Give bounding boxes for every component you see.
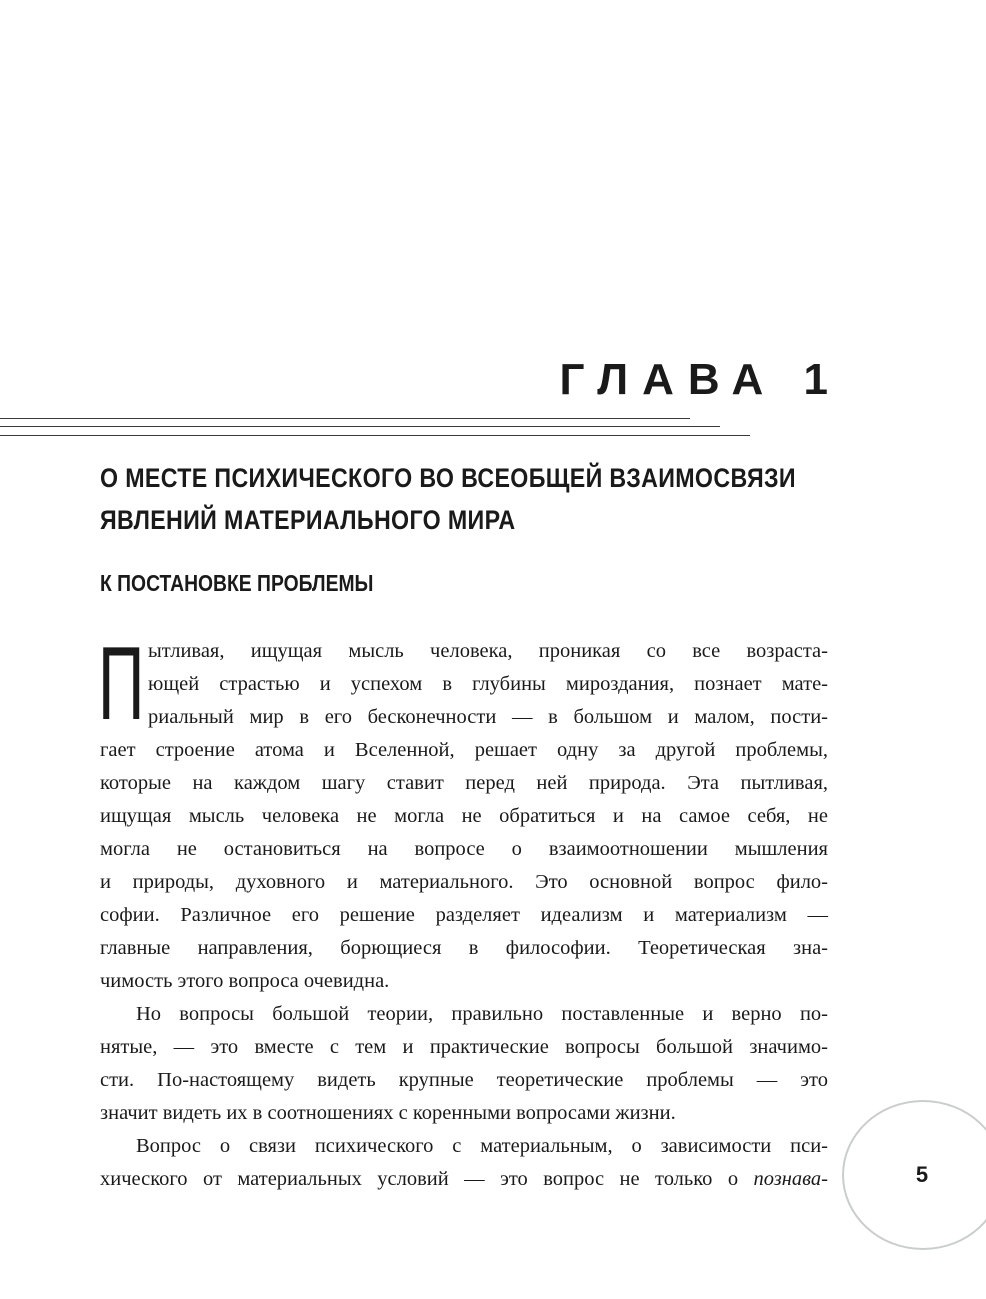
chapter-title-line-1: О МЕСТЕ ПСИХИЧЕСКОГО ВО ВСЕОБЩЕЙ ВЗАИМОСВЯЗИ [100, 463, 796, 493]
body-line: ытливая, ищущая мысль человека, проникая со все возраста- [148, 640, 828, 662]
body-line: гает строение атома и Вселенной, решает одну за другой проблемы, [100, 739, 828, 761]
body-line-last [100, 1163, 828, 1196]
body-line: ющей страстью и успехом в глубины мироздания, познает мате- [148, 673, 828, 695]
chapter-title-line-2: ЯВЛЕНИЙ МАТЕРИАЛЬНОГО МИРА [100, 505, 516, 535]
decorative-rule-3 [0, 435, 750, 436]
body-line: софии. Различное его решение разделяет идеализм и материализм — [100, 904, 828, 926]
body-line: значит видеть их в соотношениях с коренными вопросами жизни. [100, 1102, 676, 1124]
chapter-title [100, 457, 796, 541]
body-line-text: хического от материальных условий — это вопрос не только о [100, 1168, 754, 1190]
chapter-label: ГЛАВА 1 [559, 355, 842, 404]
body-line: Вопрос о связи психического с материальным, о зависимости пси- [136, 1135, 828, 1157]
body-line: главные направления, борющиеся в философии. Теоретическая зна- [100, 937, 828, 959]
italic-word: познава- [753, 1168, 828, 1190]
body-line: ищущая мысль человека не могла не обратиться и на самое себя, не [100, 805, 828, 827]
body-line: риальный мир в его бесконечности — в большом и малом, пости- [148, 706, 828, 728]
body-line: сти. По-настоящему видеть крупные теоретические проблемы — это [100, 1069, 828, 1091]
body-line: могла не остановиться на вопросе о взаимоотношении мышления [100, 838, 828, 860]
section-title: К ПОСТАНОВКЕ ПРОБЛЕМЫ [100, 570, 374, 596]
drop-cap: П [98, 626, 145, 742]
body-line: нятые, — это вместе с тем и практические вопросы большой значимо- [100, 1036, 828, 1058]
decorative-rule-1 [0, 418, 690, 419]
page-number: 5 [915, 1162, 929, 1187]
decorative-rule-2 [0, 426, 720, 427]
body-line: Но вопросы большой теории, правильно поставленные и верно по- [136, 1003, 828, 1025]
body-line: которые на каждом шагу ставит перед ней природа. Эта пытливая, [100, 772, 828, 794]
body-line: и природы, духовного и материального. Это основной вопрос фило- [100, 871, 828, 893]
body-line: чимость этого вопроса очевидна. [100, 970, 390, 992]
